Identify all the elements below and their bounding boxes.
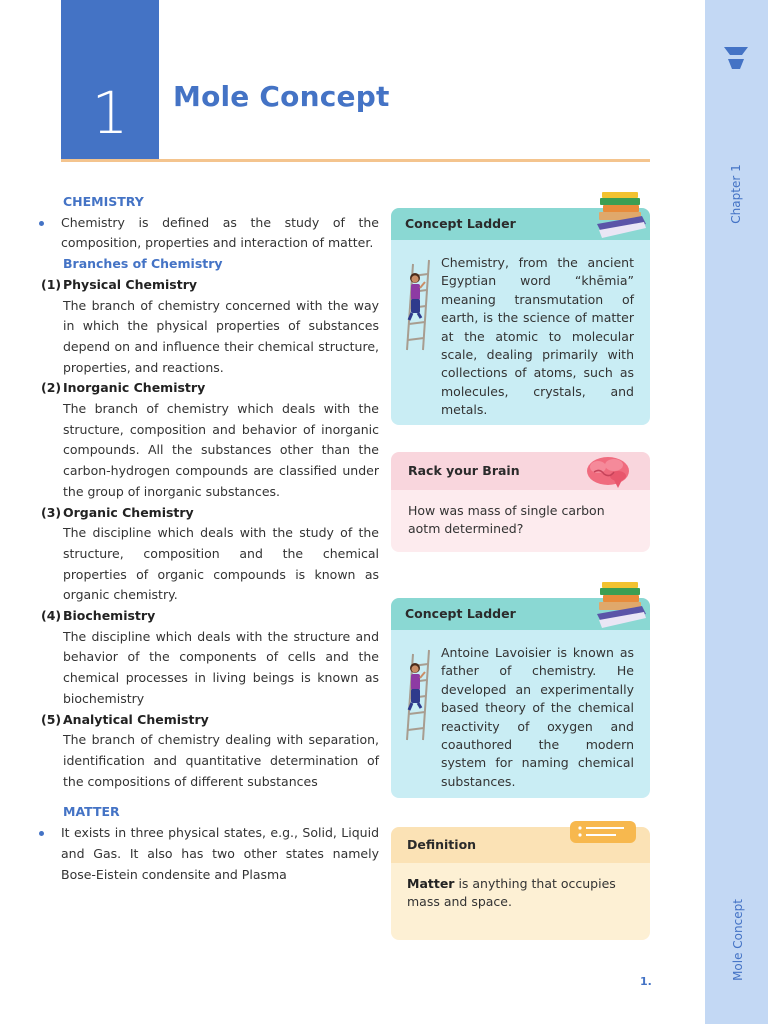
branch-description: The discipline which deals with the study of the structure, composition and the chemical properties of organic compounds is known as organic chemistry. xyxy=(63,525,379,603)
branch-number: (3) xyxy=(41,504,62,520)
bullet-dot xyxy=(39,221,44,226)
side-chapter-label: Chapter 1 xyxy=(729,164,743,224)
definition-body xyxy=(391,863,650,940)
concept-ladder-text: Antoine Lavoisier is known as father of chemistry. He developed an experimentally based theory of the chemical reactivity of oxygen and coauthored the modern system for naming chemical substances. xyxy=(441,645,634,789)
branch-title xyxy=(39,275,379,296)
matter-bullet xyxy=(39,823,379,885)
definition-text: is anything that occupies mass and space. xyxy=(407,876,616,910)
concept-ladder-body xyxy=(391,240,650,425)
concept-ladder-text: Chemistry, from the ancient Egyptian word “khēmia” meaning transmutation of earth, is the science of matter at the atomic to molecular scale, dealing primarily with collections of atoms, such as molecules, crystals, and metals. xyxy=(441,255,634,418)
rack-your-brain-question: How was mass of single carbon aotm determined? xyxy=(391,490,650,552)
branch-number: (5) xyxy=(41,711,62,727)
branches-heading: Branches of Chemistry xyxy=(63,256,223,272)
concept-ladder-box xyxy=(391,208,650,425)
branch-description: The branch of chemistry which deals with the structure, composition and behavior of inorganic compounds. All the substances other than the carbon-hydrogen compounds are classified under the group of inorganic substances. xyxy=(63,401,379,499)
books-stack-icon xyxy=(594,190,648,242)
branch-description: The branch of chemistry concerned with the way in which the physical properties of substances depend on and influence their chemical structure, properties, and reactions. xyxy=(63,297,379,375)
branch-title xyxy=(39,710,379,731)
concept-ladder-title: Concept Ladder xyxy=(391,208,650,240)
branch-title-text: Inorganic Chemistry xyxy=(63,380,206,396)
ladder-climber-icon xyxy=(403,256,435,352)
concept-ladder-box xyxy=(391,598,650,798)
definition-box xyxy=(391,827,650,940)
chapter-title: Mole Concept xyxy=(173,80,390,113)
page-number: 1. xyxy=(640,975,652,988)
branch-number: (4) xyxy=(41,608,62,624)
matter-heading: MATTER xyxy=(63,804,120,820)
branch-number: (2) xyxy=(41,380,62,396)
funnel-icon xyxy=(722,45,750,71)
main-content xyxy=(39,192,379,885)
chapter-number-block xyxy=(61,0,159,160)
definition-title: Definition xyxy=(391,827,650,863)
branch-number: (1) xyxy=(41,276,62,292)
books-stack-icon xyxy=(594,580,648,632)
chemistry-bullet xyxy=(39,213,379,254)
definition-term: Matter xyxy=(407,876,455,891)
concept-ladder-body xyxy=(391,630,650,798)
branch-title xyxy=(39,606,379,627)
rack-your-brain-title: Rack your Brain xyxy=(391,452,650,490)
side-strip xyxy=(705,0,768,1024)
branch-title xyxy=(39,378,379,399)
matter-bullet-text: It exists in three physical states, e.g., Solid, Liquid and Gas. It also has two other states namely Bose-Eistein condensite and Plasma xyxy=(61,825,379,882)
note-tag-icon xyxy=(570,821,636,843)
rack-your-brain-box xyxy=(391,452,650,552)
branch-title-text: Physical Chemistry xyxy=(63,276,198,292)
branch-description: The branch of chemistry dealing with separation, identification and quantitative determination of the compositions of different substances xyxy=(63,732,379,789)
brain-icon xyxy=(584,454,632,490)
branch-title-text: Analytical Chemistry xyxy=(63,711,209,727)
branch-description: The discipline which deals with the structure and behavior of the components of cells and the chemical processes in living beings is known as biochemistry xyxy=(63,628,379,706)
branch-title-text: Organic Chemistry xyxy=(63,504,194,520)
concept-ladder-title: Concept Ladder xyxy=(391,598,650,630)
branch-title xyxy=(39,503,379,524)
chemistry-bullet-text: Chemistry is defined as the study of the composition, properties and interaction of matter. xyxy=(61,214,379,251)
side-title-label: Mole Concept xyxy=(731,899,745,981)
branch-title-text: Biochemistry xyxy=(63,608,156,624)
bullet-dot xyxy=(39,831,44,836)
chapter-number: 1 xyxy=(91,79,129,147)
ladder-climber-icon xyxy=(403,646,435,742)
title-divider xyxy=(61,159,650,162)
chemistry-heading: CHEMISTRY xyxy=(63,194,144,209)
